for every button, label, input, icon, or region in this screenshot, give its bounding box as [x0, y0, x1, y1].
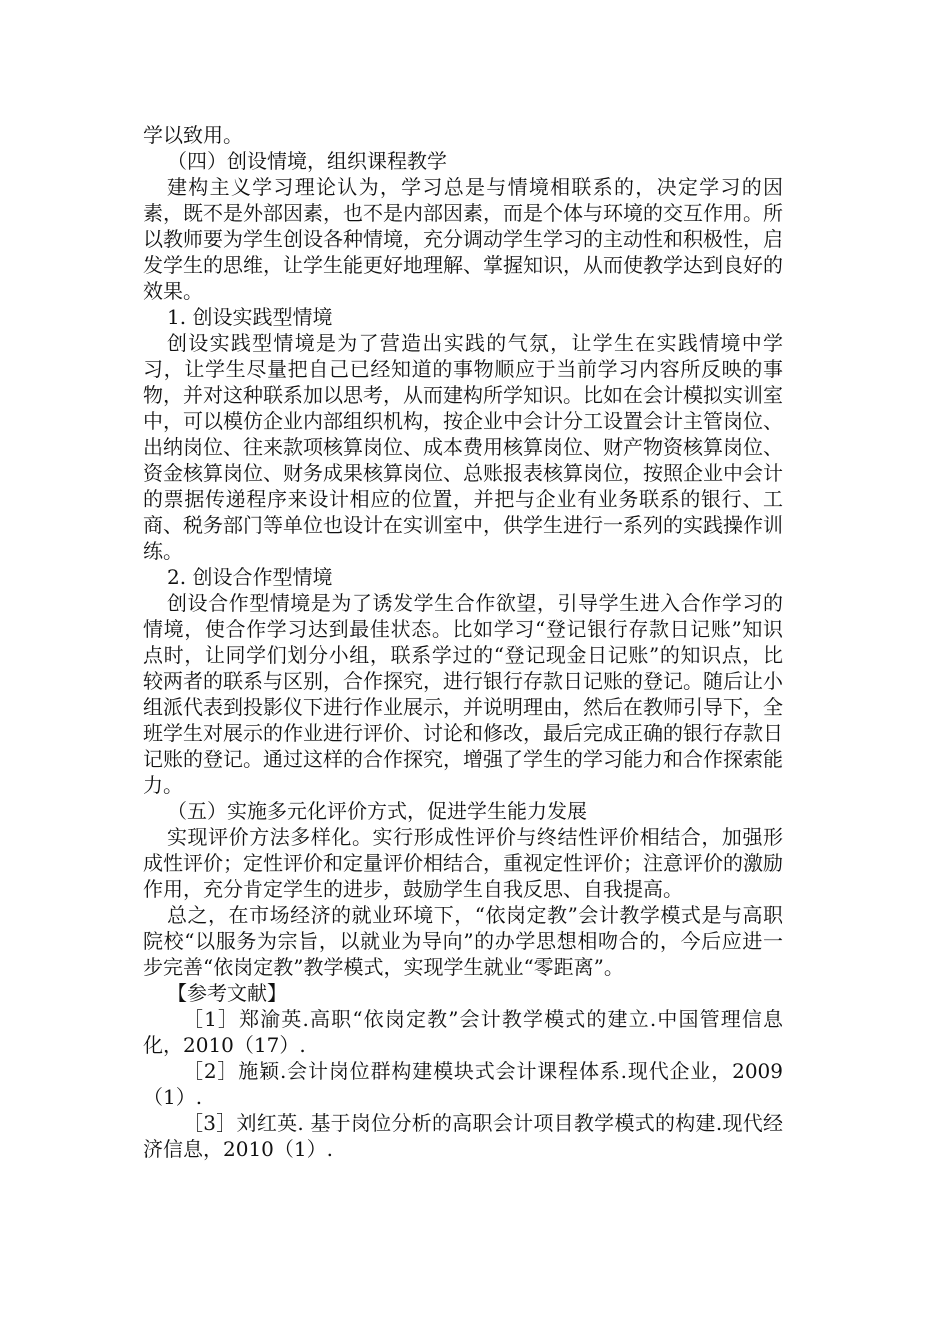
paragraph-cooperation-situation: 创设合作型情境是为了诱发学生合作欲望，引导学生进入合作学习的情境，使合作学习达到最佳状态。比如学习“登记银行存款日记账”知识点时，让同学们划分小组，联系学过的“登记现金日记账”的知识点，比较两者的联系与区别，合作探究，进行银行存款日记账的登记。随后让小组派代表到投影仪下进行作业展示，并说明理由，然后在教师引导下，全班学生对展示的作业进行评价、讨论和修改，最后完成正确的银行存款日记账的登记。通过这样的合作探究，增强了学生的学习能力和合作探索能力。 [143, 591, 783, 797]
paragraph-evaluation: 实现评价方法多样化。实行形成性评价与终结性评价相结合，加强形成性评价；定性评价和定量评价相结合，重视定性评价；注意评价的激励作用，充分肯定学生的进步，鼓励学生自我反思、自我提高。 [143, 825, 783, 901]
reference-item: ［3］刘红英. 基于岗位分析的高职会计项目教学模式的构建.现代经济信息，2010（1）. [143, 1111, 783, 1161]
paragraph-constructivism: 建构主义学习理论认为，学习总是与情境相联系的，决定学习的因素，既不是外部因素，也不是内部因素，而是个体与环境的交互作用。所以教师要为学生创设各种情境，充分调动学生学习的主动性和积极性，启发学生的思维，让学生能更好地理解、掌握知识，从而使教学达到良好的效果。 [143, 175, 783, 303]
section-heading-4: （四）创设情境，组织课程教学 [167, 149, 447, 173]
references-heading: 【参考文献】 [167, 981, 287, 1005]
paragraph-continuation: 学以致用。 [143, 123, 243, 147]
paragraph-practice-situation: 创设实践型情境是为了营造出实践的气氛，让学生在实践情境中学习，让学生尽量把自己已经知道的事物顺应于当前学习内容所反映的事物，并对这种联系加以思考，从而建构所学知识。比如在会计模拟实训室中，可以模仿企业内部组织机构，按企业中会计分工设置会计主管岗位、出纳岗位、往来款项核算岗位、成本费用核算岗位、财产物资核算岗位、资金核算岗位、财务成果核算岗位、总账报表核算岗位，按照企业中会计的票据传递程序来设计相应的位置，并把与企业有业务联系的银行、工商、税务部门等单位也设计在实训室中，供学生进行一系列的实践操作训练。 [143, 331, 783, 563]
subheading-practice-situation: 1. 创设实践型情境 [167, 305, 333, 329]
subheading-cooperation-situation: 2. 创设合作型情境 [167, 565, 333, 589]
reference-item: ［1］郑渝英.高职“依岗定教”会计教学模式的建立.中国管理信息化，2010（17）. [143, 1007, 783, 1057]
paragraph-conclusion: 总之，在市场经济的就业环境下，“依岗定教”会计教学模式是与高职院校“以服务为宗旨，以就业为导向”的办学思想相吻合的，今后应进一步完善“依岗定教”教学模式，实现学生就业“零距离”。 [143, 903, 783, 979]
document-page [143, 122, 783, 1162]
section-heading-5: （五）实施多元化评价方式，促进学生能力发展 [167, 799, 587, 823]
reference-item: ［2］施颖.会计岗位群构建模块式会计课程体系.现代企业，2009（1）. [143, 1059, 783, 1109]
